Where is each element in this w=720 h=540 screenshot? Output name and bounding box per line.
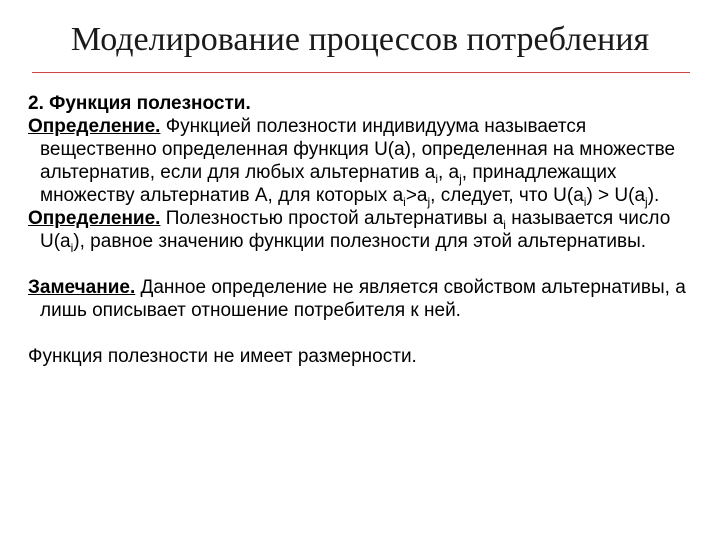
remark (28, 276, 698, 322)
definition-text: Полезностью простой альтернативы a (160, 208, 504, 229)
definition-text: ) > U(a (586, 185, 646, 206)
definition-text: , принадлежащих множеству альтернатив A, для которых a (40, 162, 617, 206)
definition-term: Определение. (28, 208, 161, 229)
definition-text: Функцией полезности индивидуума называется вещественно определенная функция U(a), определенная на множестве альтернатив, если для любых альтернатив a (40, 116, 676, 183)
subscript: i (503, 217, 506, 232)
section-heading: 2. Функция полезности. (28, 93, 251, 114)
definition-text: ), равное значению функции полезности для этой альтернативы. (73, 231, 647, 252)
title-divider (32, 72, 690, 73)
definition-term: Определение. (28, 116, 161, 137)
remark-term: Замечание. (28, 277, 136, 298)
subscript: i (435, 171, 438, 186)
definition-text: , a (438, 162, 460, 183)
slide-body (28, 92, 698, 368)
remark-text: Данное определение не является свойством альтернативы, а лишь описывает отношение потребителя к ней. (40, 277, 686, 321)
subscript: i (403, 194, 406, 209)
subscript: i (583, 194, 587, 209)
definition-text: ). (647, 185, 660, 206)
subscript: j (645, 194, 648, 209)
subscript: j (459, 171, 462, 186)
definition-utility-function (28, 115, 698, 207)
definition-text: >a (405, 185, 428, 206)
closing-statement: Функция полезности не имеет размерности. (28, 346, 417, 367)
definition-text: называется число U(a (40, 208, 671, 252)
definition-text: , следует, что U(a (430, 185, 584, 206)
slide-title: Моделирование процессов потребления (70, 21, 650, 58)
paragraph-gap (28, 253, 698, 276)
subscript: i (70, 240, 74, 255)
subscript: j (427, 194, 431, 209)
definition-simple-utility (28, 207, 698, 253)
paragraph-gap (28, 322, 698, 345)
